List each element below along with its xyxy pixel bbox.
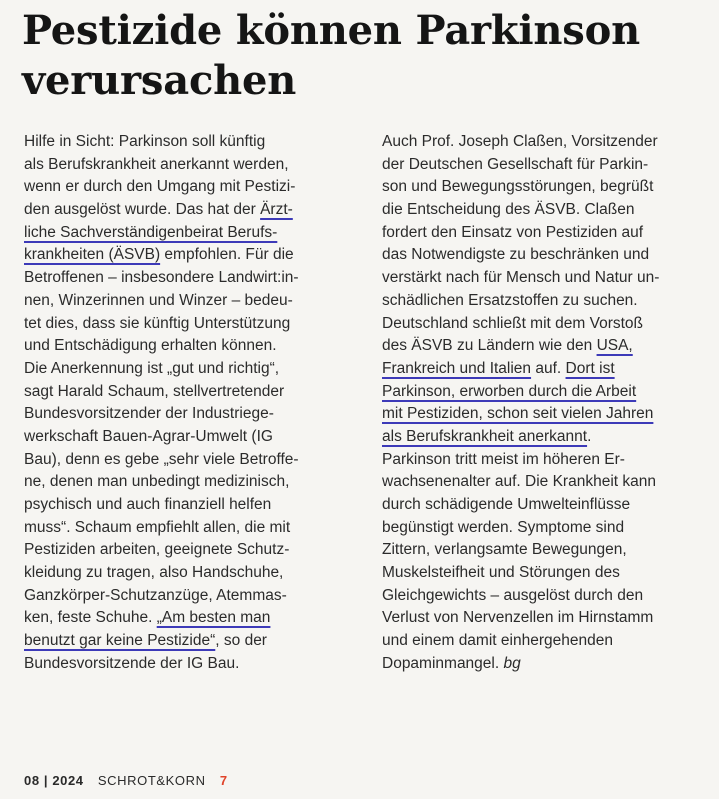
body-text: fordert den Einsatz von Pestiziden auf xyxy=(382,223,644,241)
body-text: empfohlen. Für die xyxy=(160,246,294,264)
article-line xyxy=(24,222,354,245)
article-line xyxy=(382,131,712,154)
highlighted-text: Dort ist xyxy=(565,359,615,377)
article-line xyxy=(24,313,354,336)
article-line xyxy=(382,154,712,177)
article-line xyxy=(24,335,354,358)
body-text: Verlust von Nervenzellen im Hirnstamm xyxy=(382,609,654,627)
highlighted-text: USA, xyxy=(596,337,633,355)
article-line xyxy=(382,313,712,336)
article-line xyxy=(382,290,712,313)
article-line xyxy=(382,494,712,517)
body-text: Muskelsteifheit und Störungen des xyxy=(382,564,620,582)
article-line xyxy=(24,494,354,517)
body-text: Dopaminmangel. xyxy=(382,654,504,672)
highlighted-text: „Am besten man xyxy=(156,609,271,627)
body-text: muss“. Schaum empfiehlt allen, die mit xyxy=(24,518,291,536)
article-line xyxy=(24,426,354,449)
body-text: den ausgelöst wurde. Das hat der xyxy=(24,201,261,219)
body-text: das Notwendigste zu beschränken und xyxy=(382,246,650,264)
body-text: durch schädigende Umwelteinflüsse xyxy=(382,496,631,513)
body-text: und Entschädigung erhalten können. xyxy=(24,337,277,355)
body-text: Auch Prof. Joseph Claßen, Vorsitzender xyxy=(382,133,658,150)
article-line xyxy=(24,539,354,562)
article-line xyxy=(24,131,354,154)
body-text: tet dies, dass sie künftig Unterstützung xyxy=(24,314,291,332)
body-text: Ganzkörper-Schutzanzüge, Atemmas- xyxy=(24,586,287,604)
page-footer xyxy=(24,773,228,788)
page-number: 7 xyxy=(219,773,228,788)
article-line xyxy=(382,653,712,676)
body-text: verstärkt nach für Mensch und Natur un- xyxy=(382,269,660,287)
article-line xyxy=(24,358,354,381)
article-line xyxy=(24,154,354,177)
highlighted-text: krankheiten (ÄSVB) xyxy=(24,246,161,264)
body-text: werkschaft Bauen-Agrar-Umwelt (IG xyxy=(24,427,273,445)
body-text: die Entscheidung des ÄSVB. Claßen xyxy=(382,201,635,219)
article-line xyxy=(24,449,354,472)
issue-date: 08 | 2024 xyxy=(24,773,84,788)
article-line xyxy=(24,471,354,494)
article-line xyxy=(24,267,354,290)
article-line xyxy=(24,517,354,540)
body-text: son und Bewegungsstörungen, begrüßt xyxy=(382,178,654,196)
body-text: Deutschland schließt mit dem Vorstoß xyxy=(382,314,644,332)
article-line xyxy=(382,562,712,585)
body-text: wachsenenalter auf. Die Krankheit kann xyxy=(382,473,656,491)
article-line xyxy=(382,244,712,267)
body-text: Bau), denn es gebe „sehr viele Betroffe- xyxy=(24,450,299,468)
article-line xyxy=(382,539,712,562)
article-line xyxy=(24,653,354,676)
body-text: psychisch und auch finanziell helfen xyxy=(24,496,272,513)
highlighted-text: Parkinson, erworben durch die Arbeit xyxy=(382,382,637,400)
body-text: Hilfe in Sicht: Parkinson soll künftig xyxy=(24,133,266,150)
article-line xyxy=(24,585,354,608)
article-headline: Pestizide können Parkinson verursachen xyxy=(22,7,640,104)
body-text: . xyxy=(587,427,592,445)
article-line xyxy=(382,335,712,358)
body-text: wenn er durch den Umgang mit Pestizi- xyxy=(24,178,296,196)
article-line xyxy=(382,449,712,472)
body-text: Die Anerkennung ist „gut und richtig“, xyxy=(24,359,280,377)
article-line xyxy=(24,403,354,426)
left-column xyxy=(24,131,354,676)
article-line xyxy=(382,471,712,494)
body-text: Bundesvorsitzende der IG Bau. xyxy=(24,654,240,672)
article-line xyxy=(24,290,354,313)
article-line xyxy=(382,381,712,404)
article-line xyxy=(24,630,354,653)
highlighted-text: Frankreich und Italien xyxy=(382,359,532,377)
body-text: kleidung zu tragen, also Handschuhe, xyxy=(24,564,284,582)
article-line xyxy=(382,176,712,199)
right-column xyxy=(382,131,712,676)
article-line xyxy=(24,244,354,267)
article-line xyxy=(382,585,712,608)
article-line xyxy=(382,358,712,381)
article-line xyxy=(382,222,712,245)
body-text: sagt Harald Schaum, stellvertretender xyxy=(24,382,285,400)
highlighted-text: liche Sachverständigenbeirat Berufs- xyxy=(24,223,278,241)
article-line xyxy=(382,607,712,630)
article-line xyxy=(382,267,712,290)
body-text: nen, Winzerinnen und Winzer – bedeu- xyxy=(24,291,293,309)
magazine-name: SCHROT&KORN xyxy=(97,773,206,788)
body-text: der Deutschen Gesellschaft für Parkin- xyxy=(382,155,649,173)
highlighted-text: benutzt gar keine Pestizide“ xyxy=(24,632,216,650)
highlighted-text: Ärzt- xyxy=(260,201,293,219)
highlighted-text: als Berufskrankheit anerkannt xyxy=(382,427,588,445)
article-line xyxy=(382,199,712,222)
article-line xyxy=(382,517,712,540)
body-text: Betroffenen – insbesondere Landwirt:in- xyxy=(24,269,299,287)
body-text: auf. xyxy=(531,359,566,377)
body-text: als Berufskrankheit anerkannt werden, xyxy=(24,155,289,173)
body-text: Parkinson tritt meist im höheren Er- xyxy=(382,450,625,468)
body-text: begünstigt werden. Symptome sind xyxy=(382,518,625,536)
article-line xyxy=(382,403,712,426)
body-text: Gleichgewichts – ausgelöst durch den xyxy=(382,586,644,604)
body-text: Bundesvorsitzender der Industriege- xyxy=(24,405,274,423)
highlighted-text: mit Pestiziden, schon seit vielen Jahren xyxy=(382,405,654,423)
body-text: schädlichen Ersatzstoffen zu suchen. xyxy=(382,291,638,309)
article-line xyxy=(24,562,354,585)
article-line xyxy=(382,630,712,653)
body-text: und einem damit einhergehenden xyxy=(382,632,613,650)
article-line xyxy=(24,381,354,404)
article-line xyxy=(24,176,354,199)
article-line xyxy=(24,607,354,630)
article-line xyxy=(382,426,712,449)
body-text: des ÄSVB zu Ländern wie den xyxy=(382,337,597,355)
body-text: ken, feste Schuhe. xyxy=(24,609,157,627)
body-text: , so der xyxy=(215,632,267,650)
body-text: Zittern, verlangsamte Bewegungen, xyxy=(382,541,627,559)
article-line xyxy=(24,199,354,222)
author-initials: bg xyxy=(503,654,521,672)
body-text: Pestiziden arbeiten, geeignete Schutz- xyxy=(24,541,290,559)
body-text: ne, denen man unbedingt medizinisch, xyxy=(24,473,290,491)
